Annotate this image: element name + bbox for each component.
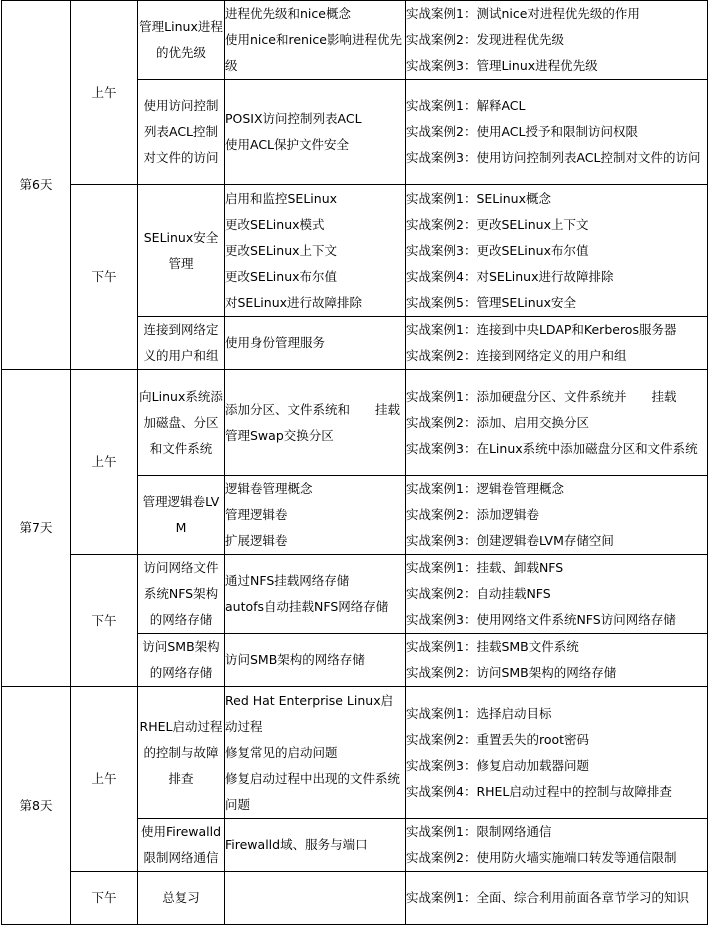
case-line: 实战案例1：解释ACL	[406, 98, 526, 113]
topic-cell: 连接到网络定义的用户和组	[138, 317, 225, 370]
case-line: 实战案例1：挂载SMB文件系统	[406, 639, 579, 654]
case-line: 实战案例5：管理SELinux安全	[406, 294, 576, 310]
period-label: 上午	[71, 1, 138, 185]
table-row	[2, 555, 708, 634]
content-cell	[225, 1, 406, 80]
case-line: 实战案例1：逻辑卷管理概念	[406, 481, 564, 496]
case-line: 实战案例4：RHEL启动过程中的控制与故障排查	[406, 783, 672, 799]
content-cell	[225, 555, 406, 634]
cases-cell	[406, 476, 708, 555]
case-line: 实战案例3：创建逻辑卷LVM存储空间	[406, 533, 614, 548]
case-line: 实战案例1：全面、综合利用前面各章节学习的知识	[406, 890, 689, 905]
case-line: 实战案例1：挂载、卸载NFS	[406, 560, 564, 575]
topic-cell: 访问SMB架构的网络存储	[138, 634, 225, 687]
content-cell	[225, 317, 406, 370]
course-schedule-table	[1, 0, 708, 925]
case-line: 实战案例3：管理Linux进程优先级	[406, 58, 598, 73]
case-line: 实战案例2：添加逻辑卷	[406, 507, 539, 522]
case-line: 实战案例2：添加、启用交换分区	[406, 414, 589, 430]
topic-cell: 管理逻辑卷LVM	[138, 476, 225, 555]
day-label: 第8天	[2, 687, 71, 925]
table-row	[2, 1, 708, 80]
case-line: 实战案例2：更改SELinux上下文	[406, 216, 589, 232]
cases-cell	[406, 80, 708, 185]
content-line: 对SELinux进行故障排除	[225, 294, 363, 310]
table-row	[2, 687, 708, 819]
case-line: 实战案例3：修复启动加载器问题	[406, 757, 589, 773]
case-line: 实战案例1：连接到中央LDAP和Kerberos服务器	[406, 322, 677, 337]
topic-cell: SELinux安全管理	[138, 185, 225, 317]
topic-cell: 管理Linux进程的优先级	[138, 1, 225, 80]
case-line: 实战案例2：访问SMB架构的网络存储	[406, 665, 617, 680]
period-label: 下午	[71, 872, 138, 925]
cases-cell	[406, 555, 708, 634]
case-line: 实战案例3：更改SELinux布尔值	[406, 242, 589, 258]
case-line: 实战案例2：发现进程优先级	[406, 32, 564, 47]
cases-cell	[406, 687, 708, 819]
table-row	[2, 370, 708, 476]
content-line: 更改SELinux上下文	[225, 242, 338, 258]
case-line: 实战案例2：连接到网络定义的用户和组	[406, 348, 627, 363]
content-line: 更改SELinux模式	[225, 216, 325, 232]
content-line: 添加分区、文件系统和 挂载	[225, 401, 401, 417]
day-label: 第7天	[2, 370, 71, 687]
content-cell	[225, 819, 406, 872]
case-line: 实战案例1：选择启动目标	[406, 705, 552, 721]
content-line: 修复启动过程中出现的文件系统问题	[225, 770, 401, 812]
content-line: 使用身份管理服务	[225, 335, 326, 350]
cases-cell	[406, 634, 708, 687]
day-label: 第6天	[2, 1, 71, 370]
content-cell	[225, 872, 406, 925]
content-line: 进程优先级和nice概念	[225, 6, 351, 21]
case-line: 实战案例3：使用访问控制列表ACL控制对文件的访问	[406, 150, 701, 165]
cases-cell	[406, 1, 708, 80]
content-cell	[225, 185, 406, 317]
content-line: 扩展逻辑卷	[225, 533, 288, 548]
case-line: 实战案例1：限制网络通信	[406, 824, 552, 839]
case-line: 实战案例4：对SELinux进行故障排除	[406, 268, 614, 284]
case-line: 实战案例2：使用防火墙实施端口转发等通信限制	[406, 850, 677, 865]
period-label: 下午	[71, 185, 138, 370]
case-line: 实战案例2：重置丢失的root密码	[406, 731, 590, 747]
cases-cell	[406, 872, 708, 925]
content-line: Red Hat Enterprise Linux启动过程	[225, 692, 394, 734]
case-line: 实战案例1：测试nice对进程优先级的作用	[406, 6, 640, 21]
cases-cell	[406, 185, 708, 317]
topic-cell: 访问网络文件系统NFS架构的网络存储	[138, 555, 225, 634]
topic-cell: 向Linux系统添加磁盘、分区和文件系统	[138, 370, 225, 476]
case-line: 实战案例1：添加硬盘分区、文件系统并 挂载	[406, 388, 677, 404]
case-line: 实战案例2：自动挂载NFS	[406, 586, 551, 601]
cases-cell	[406, 370, 708, 476]
period-label: 上午	[71, 687, 138, 872]
content-cell	[225, 476, 406, 555]
content-line: 更改SELinux布尔值	[225, 268, 338, 284]
content-line: 管理逻辑卷	[225, 507, 288, 522]
content-line: POSIX访问控制列表ACL	[225, 111, 362, 126]
content-line: 管理Swap交换分区	[225, 427, 334, 443]
table-row	[2, 872, 708, 925]
content-line: Firewalld域、服务与端口	[225, 837, 368, 852]
content-line: 通过NFS挂载网络存储	[225, 573, 350, 588]
content-line: 访问SMB架构的网络存储	[225, 652, 365, 667]
content-cell	[225, 80, 406, 185]
cases-cell	[406, 819, 708, 872]
content-line: autofs自动挂载NFS网络存储	[225, 599, 389, 614]
content-line: 修复常见的启动问题	[225, 744, 338, 760]
topic-cell: 使用Firewalld限制网络通信	[138, 819, 225, 872]
case-line: 实战案例3：使用网络文件系统NFS访问网络存储	[406, 612, 676, 627]
case-line: 实战案例2：使用ACL授予和限制访问权限	[406, 124, 638, 139]
period-label: 下午	[71, 555, 138, 687]
case-line: 实战案例3：在Linux系统中添加磁盘分区和文件系统	[406, 440, 698, 456]
content-line: 启用和监控SELinux	[225, 190, 338, 206]
content-line: 使用nice和renice影响进程优先级	[225, 32, 402, 73]
topic-cell: 使用访问控制列表ACL控制对文件的访问	[138, 80, 225, 185]
table-row	[2, 185, 708, 317]
content-cell	[225, 687, 406, 819]
period-label: 上午	[71, 370, 138, 555]
case-line: 实战案例1：SELinux概念	[406, 190, 551, 206]
content-line: 逻辑卷管理概念	[225, 481, 313, 496]
cases-cell	[406, 317, 708, 370]
content-line: 使用ACL保护文件安全	[225, 137, 350, 152]
content-cell	[225, 370, 406, 476]
topic-cell: 总复习	[138, 872, 225, 925]
topic-cell: RHEL启动过程的控制与故障排查	[138, 687, 225, 819]
content-cell	[225, 634, 406, 687]
